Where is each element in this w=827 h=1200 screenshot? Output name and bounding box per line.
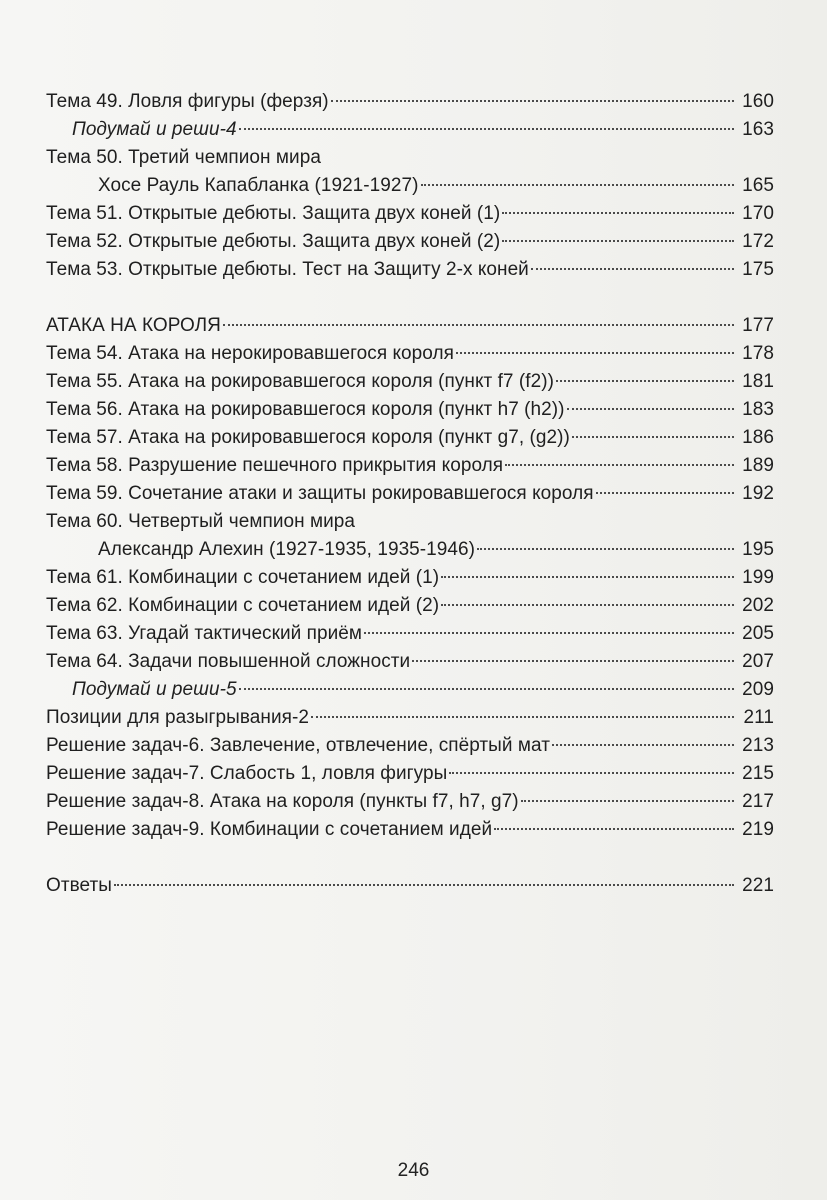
dot-leader: [531, 268, 734, 270]
toc-entry-topic-54: [46, 340, 774, 368]
toc-entry-page: 160: [742, 91, 774, 112]
toc-entry-answers: [46, 872, 774, 900]
dot-leader: [239, 688, 734, 690]
toc-entry-page: 165: [742, 175, 774, 196]
toc-entry-page: 221: [742, 875, 774, 896]
dot-leader: [521, 800, 734, 802]
section-gap: [46, 844, 774, 872]
dot-leader: [421, 184, 734, 186]
dot-leader: [449, 772, 734, 774]
toc-entry-title: Хосе Рауль Капабланка (1921-1927): [98, 175, 419, 196]
dot-leader: [596, 492, 734, 494]
toc-entry-title: Подумай и реши-5: [72, 679, 237, 700]
toc-entry-title: Тема 56. Атака на рокировавшегося короля (пункт h7 (h2)): [46, 399, 565, 420]
toc-entry-topic-52: [46, 228, 774, 256]
toc-entry-page: 181: [742, 371, 774, 392]
toc-entry-title: Тема 57. Атака на рокировавшегося короля (пункт g7, (g2)): [46, 427, 570, 448]
dot-leader: [412, 660, 734, 662]
toc-entry-page: 170: [742, 203, 774, 224]
toc-entry-think-and-solve-5: [46, 676, 774, 704]
toc-entry-title: Тема 62. Комбинации с сочетанием идей (2): [46, 595, 440, 616]
toc-entry-topic-55: [46, 368, 774, 396]
toc-entry-title: Тема 61. Комбинации с сочетанием идей (1): [46, 567, 440, 588]
dot-leader: [502, 240, 734, 242]
dot-leader: [441, 604, 734, 606]
dot-leader: [567, 408, 734, 410]
dot-leader: [331, 100, 734, 102]
section-gap: [46, 284, 774, 312]
toc-entry-playout-positions-2: [46, 704, 774, 732]
toc-entry-title: Подумай и реши-4: [72, 119, 237, 140]
toc-entry-page: 183: [742, 399, 774, 420]
toc-entry-solutions-8: [46, 788, 774, 816]
toc-entry-title: Решение задач-6. Завлечение, отвлечение, спёртый мат: [46, 735, 550, 756]
toc-entry-title: Тема 55. Атака на рокировавшегося короля (пункт f7 (f2)): [46, 371, 554, 392]
toc-entry-page: 211: [743, 707, 774, 728]
toc-entry-solutions-7: [46, 760, 774, 788]
toc-entry-page: 199: [742, 567, 774, 588]
dot-leader: [114, 884, 734, 886]
toc-entry-topic-58: [46, 452, 774, 480]
toc-entry-topic-49: [46, 88, 774, 116]
toc-entry-page: 172: [742, 231, 774, 252]
dot-leader: [239, 128, 734, 130]
toc-entry-topic-60: [46, 508, 774, 536]
toc-entry-topic-62: [46, 592, 774, 620]
toc-entry-title: Решение задач-8. Атака на короля (пункты f7, h7, g7): [46, 791, 519, 812]
toc-entry-page: 219: [742, 819, 774, 840]
toc-entry-title: Тема 52. Открытые дебюты. Защита двух коней (2): [46, 231, 501, 252]
toc-entry-topic-63: [46, 620, 774, 648]
toc-entry-page: 186: [742, 427, 774, 448]
toc-entry-page: 163: [742, 119, 774, 140]
toc-entry-page: 215: [742, 763, 774, 784]
toc-entry-page: 192: [742, 483, 774, 504]
toc-entry-think-and-solve-4: [46, 116, 774, 144]
toc-entry-topic-61: [46, 564, 774, 592]
toc-entry-title: АТАКА НА КОРОЛЯ: [46, 315, 221, 336]
toc-entry-topic-64: [46, 648, 774, 676]
toc-entry-title: Тема 63. Угадай тактический приём: [46, 623, 362, 644]
toc-entry-topic-59: [46, 480, 774, 508]
dot-leader: [494, 828, 734, 830]
toc-entry-topic-50: [46, 144, 774, 172]
toc-entry-page: 217: [742, 791, 774, 812]
toc-entry-page: 209: [742, 679, 774, 700]
toc-entry-king-attack-section: [46, 312, 774, 340]
toc-entry-title: Тема 59. Сочетание атаки и защиты рокировавшегося короля: [46, 483, 594, 504]
dot-leader: [364, 632, 734, 634]
toc-entry-page: 177: [742, 315, 774, 336]
dot-leader: [572, 436, 734, 438]
toc-entry-title: Тема 54. Атака на нерокировавшегося короля: [46, 343, 454, 364]
toc-entry-title: Тема 53. Открытые дебюты. Тест на Защиту 2-х коней: [46, 259, 529, 280]
table-of-contents: [46, 88, 774, 900]
toc-entry-page: 207: [742, 651, 774, 672]
dot-leader: [311, 716, 734, 718]
toc-entry-capablanca: [46, 172, 774, 200]
toc-entry-title: Тема 51. Открытые дебюты. Защита двух коней (1): [46, 203, 501, 224]
toc-entry-page: 205: [742, 623, 774, 644]
dot-leader: [502, 212, 734, 214]
toc-entry-solutions-9: [46, 816, 774, 844]
toc-entry-topic-53: [46, 256, 774, 284]
toc-entry-title: Тема 50. Третий чемпион мира: [46, 147, 321, 168]
toc-entry-page: 178: [742, 343, 774, 364]
dot-leader: [552, 744, 734, 746]
toc-entry-page: 175: [742, 259, 774, 280]
toc-entry-title: Тема 58. Разрушение пешечного прикрытия короля: [46, 455, 504, 476]
dot-leader: [223, 324, 734, 326]
toc-entry-page: 213: [742, 735, 774, 756]
toc-entry-solutions-6: [46, 732, 774, 760]
dot-leader: [477, 548, 734, 550]
toc-entry-title: Ответы: [46, 875, 112, 896]
toc-entry-title: Тема 49. Ловля фигуры (ферзя): [46, 91, 329, 112]
toc-entry-topic-51: [46, 200, 774, 228]
toc-entry-title: Решение задач-7. Слабость 1, ловля фигуры: [46, 763, 448, 784]
toc-entry-title: Решение задач-9. Комбинации с сочетанием идей: [46, 819, 493, 840]
dot-leader: [556, 380, 734, 382]
dot-leader: [441, 576, 734, 578]
dot-leader: [505, 464, 734, 466]
toc-entry-page: 202: [742, 595, 774, 616]
toc-entry-topic-57: [46, 424, 774, 452]
toc-entry-title: Тема 60. Четвертый чемпион мира: [46, 511, 355, 532]
toc-entry-title: Позиции для разыгрывания-2: [46, 707, 309, 728]
toc-entry-topic-56: [46, 396, 774, 424]
toc-entry-alekhine: [46, 536, 774, 564]
dot-leader: [456, 352, 734, 354]
toc-entry-page: 195: [742, 539, 774, 560]
toc-entry-page: 189: [742, 455, 774, 476]
toc-entry-title: Тема 64. Задачи повышенной сложности: [46, 651, 411, 672]
toc-entry-title: Александр Алехин (1927-1935, 1935-1946): [98, 539, 476, 560]
page-number: 246: [397, 1160, 430, 1181]
